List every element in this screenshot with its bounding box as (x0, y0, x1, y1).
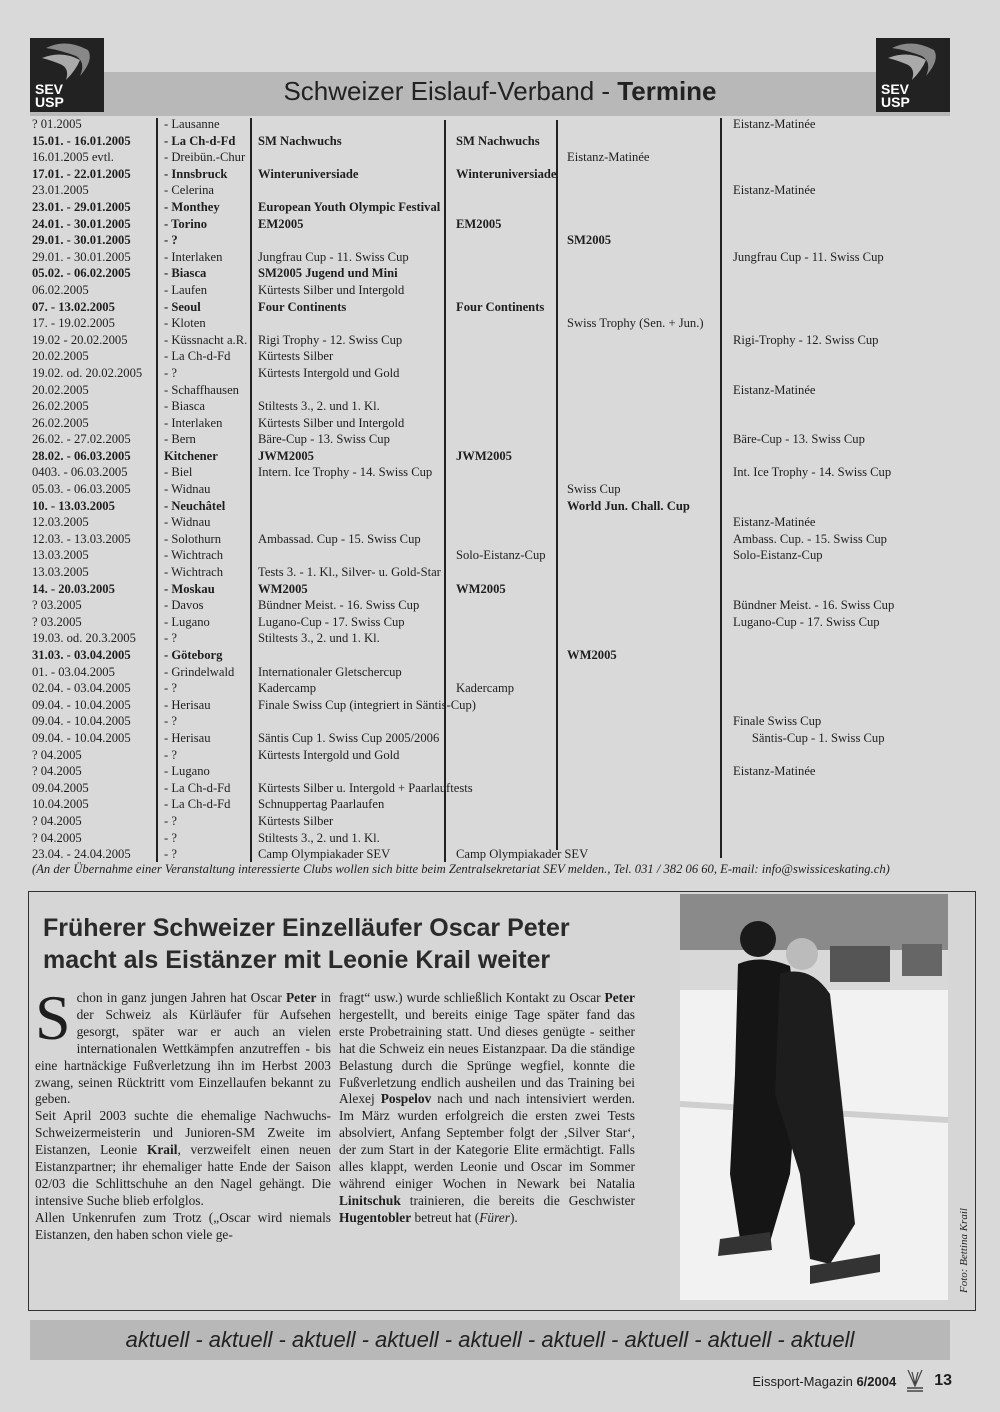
schedule-cell-event: Kürtests Silber u. Intergold + Paarlauftests (258, 780, 473, 795)
schedule-cell-col4: EM2005 (456, 216, 502, 231)
body-text: , verzweifelt einen neuen Eistanzpartner; ihr ehemaliger hatte Ende der Saison 02/03 die Schlittschuhe an den Nagel gehängt. Die intensive Suche blieb erfolglos. (35, 1142, 331, 1208)
schedule-cell-place: - Herisau (164, 730, 211, 745)
schedule-row (32, 182, 972, 199)
schedule-cell-col6: Int. Ice Trophy - 14. Swiss Cup (733, 465, 892, 480)
body-text: hergestellt, und bereits einige Tage später fand das erste Probetraining statt. Und dieses genügte - seither hat die Schweiz ein neues Eistanzpaar. Da die ständige Belastung durch die Sprünge wegfiel, konnte die Fußverletzung endlich ausheilen und das Training bei Alexej (339, 1006, 635, 1107)
schedule-cell-date: ? 04.2005 (32, 813, 82, 828)
schedule-cell-date: 09.04.2005 (32, 780, 89, 795)
article (28, 891, 976, 1311)
body-text: fragt“ usw.) wurde schließlich Kontakt zu Oscar (339, 990, 605, 1005)
schedule-cell-place: - Wichtrach (164, 548, 224, 563)
schedule-cell-place: - Innsbruck (164, 166, 228, 181)
schedule-row (32, 514, 972, 531)
page-footer (752, 1368, 952, 1394)
schedule-cell-place: - La Ch-d-Fd (164, 349, 231, 364)
schedule-row (32, 249, 972, 266)
logo-text-sev: SEV (35, 81, 64, 97)
schedule-cell-date: 28.02. - 06.03.2005 (32, 448, 131, 463)
schedule-cell-col6: Eistanz-Matinée (733, 515, 816, 530)
schedule-cell-col6: Jungfrau Cup - 11. Swiss Cup (733, 249, 884, 264)
schedule-cell-event: Stiltests 3., 2. und 1. Kl. (258, 830, 380, 845)
schedule-cell-event: JWM2005 (258, 448, 314, 463)
schedule-cell-event: Kürtests Silber (258, 349, 334, 364)
schedule-row (32, 630, 972, 647)
schedule-cell-event: Kürtests Silber (258, 813, 334, 828)
schedule-cell-place: - La Ch-d-Fd (164, 797, 231, 812)
schedule-row (32, 647, 972, 664)
schedule-cell-date: 13.03.2005 (32, 548, 89, 563)
schedule-row (32, 232, 972, 249)
schedule-row (32, 199, 972, 216)
schedule-row (32, 581, 972, 598)
schedule-cell-place: - Wichtrach (164, 565, 224, 580)
schedule-cell-place: - Moskau (164, 581, 215, 596)
schedule-cell-event: Schnuppertag Paarlaufen (258, 797, 385, 812)
logo-text-sev: SEV (881, 81, 910, 97)
schedule-cell-col6: Solo-Eistanz-Cup (733, 548, 823, 563)
schedule-cell-col4: Solo-Eistanz-Cup (456, 548, 546, 563)
schedule-cell-place: - Dreibün.-Chur (164, 150, 246, 165)
article-column-1 (35, 982, 331, 1244)
schedule-cell-date: 09.04. - 10.04.2005 (32, 730, 131, 745)
schedule-cell-event: Rigi Trophy - 12. Swiss Cup (258, 332, 403, 347)
body-text: ). (509, 1209, 518, 1225)
schedule-cell-place: - Celerina (164, 183, 214, 198)
schedule-cell-event: Bäre-Cup - 13. Swiss Cup (258, 432, 390, 447)
schedule-row (32, 398, 972, 415)
schedule-row (32, 415, 972, 432)
schedule-cell-col5: Eistanz-Matinée (567, 150, 650, 165)
body-bold: Hugentobler (339, 1209, 412, 1225)
schedule-cell-place: - ? (164, 631, 177, 646)
schedule-cell-date: ? 04.2005 (32, 830, 82, 845)
schedule-row (32, 464, 972, 481)
schedule-cell-date: ? 03.2005 (32, 614, 82, 629)
schedule-cell-date: 14. - 20.03.2005 (32, 581, 115, 596)
schedule-cell-place: - Grindelwald (164, 664, 235, 679)
schedule-cell-col4: Camp Olympiakader SEV (456, 847, 589, 862)
schedule-cell-date: 26.02.2005 (32, 399, 89, 414)
schedule-row (32, 332, 972, 349)
schedule-row (32, 265, 972, 282)
schedule-cell-place: - Widnau (164, 515, 211, 530)
schedule-row (32, 547, 972, 564)
schedule-cell-col6: Eistanz-Matinée (733, 183, 816, 198)
schedule-cell-place: - Interlaken (164, 249, 223, 264)
schedule-cell-date: 10.04.2005 (32, 797, 89, 812)
schedule-cell-event: Säntis Cup 1. Swiss Cup 2005/2006 (258, 730, 440, 745)
schedule-cell-date: 13.03.2005 (32, 565, 89, 580)
body-text: in der Schweiz als Kürläufer für Aufsehen gesorgt, später war er auch an vielen internationalen Wettkämpfen anzutreffen - bis eine hartnäckige Fußverletzung ihn im Herbst 2003 zwang, seinen Rücktritt vom Einzellaufen bekannt zu geben. (35, 990, 331, 1107)
schedule-cell-date: 05.02. - 06.02.2005 (32, 266, 131, 281)
schedule-cell-place: - Interlaken (164, 415, 223, 430)
schedule-row (32, 796, 972, 813)
schedule-cell-date: 29.01. - 30.01.2005 (32, 249, 131, 264)
schedule-cell-date: 05.03. - 06.03.2005 (32, 482, 131, 497)
schedule-cell-col6: Eistanz-Matinée (733, 764, 816, 779)
schedule-row (32, 282, 972, 299)
headline-line-1: Früherer Schweizer Einzelläufer Oscar Peter (43, 914, 570, 942)
schedule-cell-col6: Säntis-Cup - 1. Swiss Cup (733, 730, 885, 745)
schedule-cell-col5: Swiss Cup (567, 482, 621, 497)
schedule-row (32, 747, 972, 764)
schedule-row (32, 481, 972, 498)
schedule-cell-place: - Bern (164, 432, 196, 447)
schedule-row (32, 116, 972, 133)
schedule-cell-col6: Lugano-Cup - 17. Swiss Cup (733, 614, 880, 629)
schedule-cell-col5: World Jun. Chall. Cup (567, 498, 690, 513)
schedule-cell-event: Intern. Ice Trophy - 14. Swiss Cup (258, 465, 433, 480)
schedule-cell-event: Ambassad. Cup - 15. Swiss Cup (258, 531, 421, 546)
schedule-cell-place: - Solothurn (164, 531, 222, 546)
schedule-cell-place: - ? (164, 813, 177, 828)
schedule-cell-date: 06.02.2005 (32, 282, 89, 297)
schedule-row (32, 315, 972, 332)
schedule-cell-event: Tests 3. - 1. Kl., Silver- u. Gold-Star (258, 565, 441, 580)
schedule-cell-place: - ? (164, 747, 177, 762)
body-bold: Linitschuk (339, 1192, 401, 1208)
schedule-cell-event: Stiltests 3., 2. und 1. Kl. (258, 399, 380, 414)
schedule-cell-col4: Kadercamp (456, 681, 515, 696)
schedule-cell-event: Kürtests Silber und Intergold (258, 415, 405, 430)
schedule-cell-event: Bündner Meist. - 16. Swiss Cup (258, 598, 420, 613)
schedule-cell-col4: Winteruniversiade (456, 166, 557, 181)
schedule-cell-place: - Biasca (164, 266, 207, 281)
schedule-cell-col5: Swiss Trophy (Sen. + Jun.) (567, 316, 704, 331)
schedule-cell-event: Kürtests Intergold und Gold (258, 747, 400, 762)
body-text: chon in ganz jungen Jahren hat Oscar (76, 990, 286, 1005)
schedule-cell-event: Kürtests Silber und Intergold (258, 282, 405, 297)
schedule-cell-place: - Herisau (164, 697, 211, 712)
title-bold: Termine (617, 76, 717, 106)
schedule-row (32, 299, 972, 316)
author-name: Fürer (479, 1209, 510, 1225)
body-text: nach und nach intensiviert werden. Im März wurden erfolgreich die ersten zwei Tests absolviert, Anfang September folgt der ‚Silver Star‘, der zum Start in der Kategorie Elite ermächtigt. Falls alles klappt, werden Leonie und Oscar im Sommer während einiger Wochen in Newark bei Natalia (339, 1091, 635, 1191)
schedule-cell-event: Stiltests 3., 2. und 1. Kl. (258, 631, 380, 646)
schedule-row (32, 216, 972, 233)
schedule-cell-place: - Lugano (164, 764, 210, 779)
schedule-cell-place: - Schaffhausen (164, 382, 239, 397)
body-text: Seit April 2003 suchte die ehemalige Nachwuchs-Schweizermeisterin und Junioren-SM Zweite im Eistanzen, Leonie (35, 1108, 331, 1158)
schedule-cell-event: Kürtests Intergold und Gold (258, 365, 400, 380)
logo-text-usp: USP (35, 94, 64, 110)
schedule-cell-date: 19.02. od. 20.02.2005 (32, 365, 143, 380)
schedule-row (32, 348, 972, 365)
schedule-cell-date: 12.03.2005 (32, 515, 89, 530)
schedule-cell-place: - Lugano (164, 614, 210, 629)
schedule-cell-col6: Eistanz-Matinée (733, 117, 816, 131)
schedule-cell-date: 20.02.2005 (32, 382, 89, 397)
schedule-cell-col5: SM2005 (567, 233, 612, 248)
schedule-cell-date: 19.03. od. 20.3.2005 (32, 631, 136, 646)
schedule-cell-place: - Neuchâtel (164, 498, 226, 513)
schedule-cell-date: 0403. - 06.03.2005 (32, 465, 128, 480)
schedule-cell-date: 12.03. - 13.03.2005 (32, 531, 131, 546)
schedule-cell-date: 10. - 13.03.2005 (32, 498, 115, 513)
schedule-row (32, 448, 972, 465)
issue-number: 6/2004 (856, 1373, 897, 1389)
schedule-cell-col4: JWM2005 (456, 448, 512, 463)
schedule-cell-event: Four Continents (258, 299, 347, 314)
schedule-cell-place: - ? (164, 365, 177, 380)
schedule-cell-place: Kitchener (164, 448, 218, 463)
schedule-cell-event: SM2005 Jugend und Mini (258, 266, 398, 281)
schedule-cell-date: 29.01. - 30.01.2005 (32, 233, 131, 248)
schedule-cell-event: Finale Swiss Cup (integriert in Säntis-Cup) (258, 697, 476, 712)
body-text: betreut hat ( (411, 1209, 480, 1225)
schedule-cell-place: - Göteborg (164, 648, 223, 662)
aktuell-banner: aktuell - aktuell - aktuell - aktuell - aktuell - aktuell - aktuell - aktuell - aktuell (30, 1320, 950, 1360)
body-bold: Peter (286, 990, 317, 1005)
schedule-cell-col6: Rigi-Trophy - 12. Swiss Cup (733, 332, 879, 347)
schedule-cell-date: 26.02. - 27.02.2005 (32, 432, 131, 447)
schedule-cell-place: - ? (164, 847, 177, 862)
schedule-cell-place: - Küssnacht a.R. (164, 332, 248, 347)
schedule-cell-place: - Seoul (164, 299, 201, 314)
schedule-cell-date: 17.01. - 22.01.2005 (32, 166, 131, 181)
schedule-row (32, 713, 972, 730)
schedule-row (32, 531, 972, 548)
schedule-cell-place: - Kloten (164, 316, 206, 331)
schedule-cell-date: 20.02.2005 (32, 349, 89, 364)
schedule-row (32, 830, 972, 847)
schedule-cell-col6: Ambass. Cup. - 15. Swiss Cup (733, 531, 887, 546)
schedule-cell-place: - Torino (164, 216, 208, 231)
schedule-cell-place: - Widnau (164, 482, 211, 497)
page-title (0, 76, 1000, 107)
schedule-cell-place: - Biel (164, 465, 193, 480)
schedule-cell-col6: Bündner Meist. - 16. Swiss Cup (733, 598, 895, 613)
schedule-cell-col4: Four Continents (456, 299, 545, 314)
schedule-cell-col4: WM2005 (456, 581, 506, 596)
schedule-cell-event: EM2005 (258, 216, 304, 231)
schedule-cell-place: - Biasca (164, 399, 205, 414)
schedule-cell-date: 16.01.2005 evtl. (32, 150, 114, 165)
article-column-2 (339, 990, 635, 1227)
schedule-note: (An der Übernahme einer Veranstaltung interessierte Clubs wollen sich bitte beim Zentralsekretariat SEV melden., Tel. 031 / 382 06 60, E-mail: info@swissiceskating.ch) (32, 862, 890, 876)
schedule-cell-event: Lugano-Cup - 17. Swiss Cup (258, 614, 405, 629)
schedule-cell-event: SM Nachwuchs (258, 133, 342, 148)
schedule-cell-place: - Lausanne (164, 117, 220, 131)
schedule-cell-date: 09.04. - 10.04.2005 (32, 697, 131, 712)
schedule-row (32, 133, 972, 150)
schedule-row (32, 564, 972, 581)
schedule-cell-date: 23.04. - 24.04.2005 (32, 847, 131, 862)
schedule-cell-date: ? 03.2005 (32, 598, 82, 613)
schedule-cell-place: - ? (164, 233, 178, 248)
schedule-row (32, 730, 972, 747)
schedule-cell-date: 19.02 - 20.02.2005 (32, 332, 128, 347)
schedule-cell-date: 17. - 19.02.2005 (32, 316, 115, 331)
schedule-cell-place: - Davos (164, 598, 204, 613)
schedule-cell-col4: SM Nachwuchs (456, 133, 540, 148)
schedule-cell-col6: Finale Swiss Cup (733, 714, 822, 729)
article-photo (680, 894, 948, 1300)
schedule-row (32, 846, 972, 863)
body-bold: Krail (146, 1142, 178, 1158)
schedule-cell-place: - Monthey (164, 199, 220, 214)
schedule-cell-col5: WM2005 (567, 648, 617, 662)
schedule-cell-date: 02.04. - 03.04.2005 (32, 681, 131, 696)
schedule-cell-place: - La Ch-d-Fd (164, 133, 236, 148)
drop-cap: S (35, 982, 71, 1053)
schedule-row (32, 431, 972, 448)
schedule-table (32, 116, 972, 863)
schedule-row (32, 365, 972, 382)
schedule-cell-col6: Bäre-Cup - 13. Swiss Cup (733, 432, 865, 447)
schedule-cell-event: Winteruniversiade (258, 166, 359, 181)
schedule-cell-date: ? 01.2005 (32, 117, 82, 131)
headline-line-2: macht als Eistänzer mit Leonie Krail weiter (43, 946, 551, 974)
article-headline (43, 912, 663, 976)
schedule-cell-event: Camp Olympiakader SEV (258, 847, 391, 862)
schedule-row (32, 166, 972, 183)
body-bold: Pospelov (380, 1091, 432, 1107)
schedule-row (32, 697, 972, 714)
schedule-cell-event: European Youth Olympic Festival (258, 199, 441, 214)
logo-text-usp: USP (881, 94, 910, 110)
schedule-cell-date: 26.02.2005 (32, 415, 89, 430)
schedule-row (32, 813, 972, 830)
schedule-cell-place: - ? (164, 681, 177, 696)
schedule-cell-date: 07. - 13.02.2005 (32, 299, 115, 314)
schedule-row (32, 149, 972, 166)
schedule-row (32, 664, 972, 681)
photo-credit-text: Foto: Bettina Krail (958, 1208, 970, 1293)
schedule-row (32, 763, 972, 780)
schedule-cell-event: WM2005 (258, 581, 308, 596)
body-bold: Peter (604, 990, 635, 1005)
schedule-cell-date: 23.01. - 29.01.2005 (32, 199, 131, 214)
schedule-row (32, 780, 972, 797)
schedule-cell-event: Internationaler Gletschercup (258, 664, 402, 679)
schedule-row (32, 498, 972, 515)
skate-logo-icon (904, 1368, 926, 1394)
photo-credit (953, 1162, 973, 1302)
schedule-row (32, 597, 972, 614)
schedule-cell-date: ? 04.2005 (32, 764, 82, 779)
schedule-cell-date: 24.01. - 30.01.2005 (32, 216, 131, 231)
body-text: trainieren, die bereits die Geschwister (400, 1192, 635, 1208)
schedule-cell-place: - ? (164, 714, 177, 729)
schedule-cell-event: Kadercamp (258, 681, 317, 696)
schedule-cell-date: 31.03. - 03.04.2005 (32, 648, 131, 662)
schedule-cell-col6: Eistanz-Matinée (733, 382, 816, 397)
schedule-cell-place: - ? (164, 830, 177, 845)
schedule-cell-date: 23.01.2005 (32, 183, 89, 198)
schedule-cell-date: ? 04.2005 (32, 747, 82, 762)
schedule-cell-place: - La Ch-d-Fd (164, 780, 231, 795)
schedule-cell-place: - Laufen (164, 282, 208, 297)
schedule-cell-date: 15.01. - 16.01.2005 (32, 133, 131, 148)
page-number: 13 (934, 1372, 952, 1389)
schedule-row (32, 382, 972, 399)
schedule-row (32, 680, 972, 697)
schedule-cell-date: 01. - 03.04.2005 (32, 664, 115, 679)
schedule-cell-date: 09.04. - 10.04.2005 (32, 714, 131, 729)
title-main: Schweizer Eislauf-Verband - (283, 76, 618, 106)
schedule-row (32, 614, 972, 631)
body-text: Allen Unkenrufen zum Trotz („Oscar wird niemals Eistanzen, den haben schon viele ge- (35, 1209, 331, 1242)
magazine-name: Eissport-Magazin 6/2004 (752, 1373, 897, 1389)
schedule-cell-event: Jungfrau Cup - 11. Swiss Cup (258, 249, 409, 264)
